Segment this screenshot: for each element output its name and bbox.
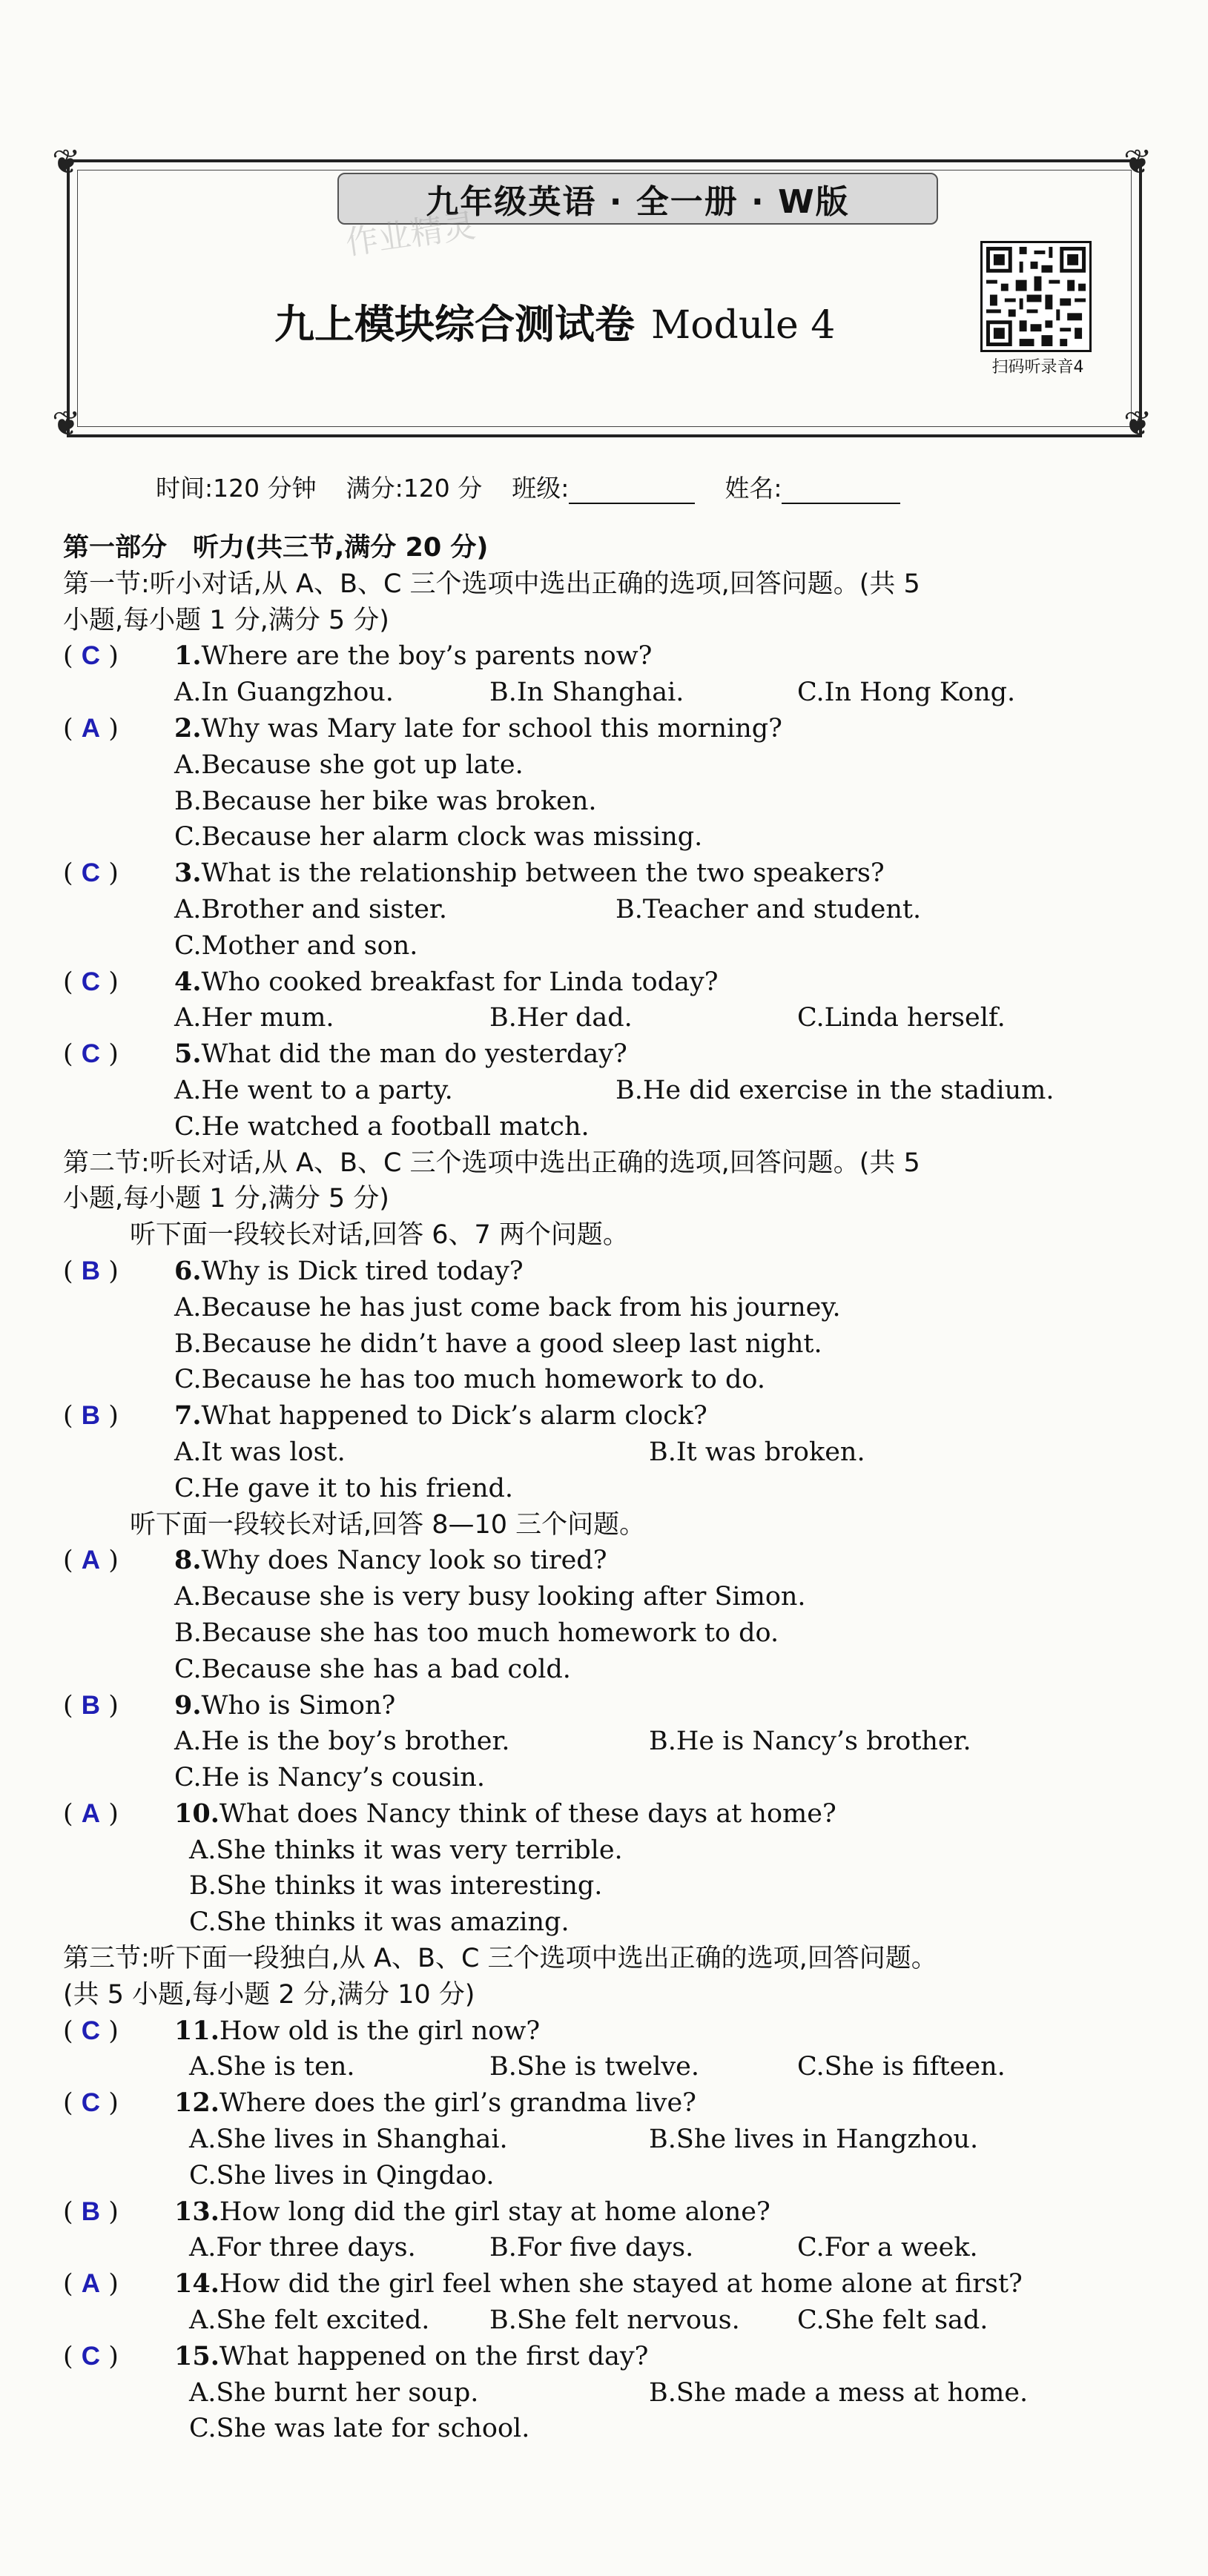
question-text: What is the relationship between the two speakers? (201, 858, 885, 889)
option-c: C.Because her alarm clock was missing. (174, 822, 703, 852)
question-row: ( B ) 7.What happened to Dick’s alarm clock? (63, 1400, 707, 1431)
options-row (63, 2375, 1161, 2411)
question-number: 4. (174, 966, 202, 997)
option-a: A.Because he has just come back from his journey. (174, 1292, 841, 1322)
title-module: Module 4 (651, 303, 836, 348)
question-row: ( C ) 12.Where does the girl’s grandma live? (63, 2087, 696, 2119)
question-number: 9. (174, 1689, 202, 1721)
answer-mark: C (81, 1039, 101, 1069)
title-chinese: 九上模块综合测试卷 (274, 301, 635, 348)
question-number: 15. (174, 2340, 220, 2371)
option-c: C.He gave it to his friend. (174, 1473, 514, 1503)
section-title: (共 5 小题,每小题 2 分,满分 10 分) (63, 1979, 475, 2010)
question-number: 13. (174, 2196, 220, 2227)
question-text: What did the man do yesterday? (201, 1039, 627, 1070)
class-blank[interactable] (569, 477, 695, 504)
answer-mark: A (81, 2269, 101, 2299)
option-c: C.For a week. (797, 2233, 978, 2263)
answer-mark: A (81, 1798, 101, 1828)
question-row: ( C ) 1.Where are the boy’s parents now? (63, 640, 653, 672)
option-c: C.Mother and son. (174, 930, 418, 961)
part-title: 第一部分 听力(共三节,满分 20 分) (63, 533, 489, 563)
question-number: 5. (174, 1039, 202, 1070)
question-text: Who is Simon? (201, 1690, 396, 1721)
page-title (274, 293, 835, 352)
option-b: B.It was broken. (649, 1437, 865, 1467)
section-title: 小题,每小题 1 分,满分 5 分) (63, 1184, 389, 1214)
option-b: B.Because she has too much homework to do. (174, 1618, 779, 1648)
question-row: ( A ) 2.Why was Mary late for school this morning? (63, 712, 782, 744)
option-b: B.In Shanghai. (489, 678, 684, 708)
option-b: B.She is twelve. (489, 2052, 700, 2082)
option-b: B.She lives in Hangzhou. (649, 2125, 979, 2155)
option-c: C.He watched a football match. (174, 1111, 590, 1142)
option-b: B.He is Nancy’s brother. (649, 1726, 971, 1757)
options-row (63, 2122, 1161, 2158)
question-row: ( C ) 15.What happened on the first day? (63, 2340, 649, 2371)
question-text: Why is Dick tired today? (201, 1256, 524, 1286)
option-c: C.In Hong Kong. (797, 678, 1016, 708)
question-row: ( A ) 10.What does Nancy think of these days at home? (63, 1798, 836, 1829)
exam-info-line (156, 467, 1083, 506)
section-title: 第三节:听下面一段独白,从 A、B、C 三个选项中选出正确的选项,回答问题。 (63, 1944, 937, 1974)
option-a: A.Brother and sister. (174, 894, 447, 924)
question-text: Why was Mary late for school this morning? (201, 713, 782, 744)
scroll-ornament-icon: ❦ (1123, 142, 1152, 182)
options-row (63, 1000, 1161, 1036)
question-number: 10. (174, 1798, 220, 1829)
options-row (63, 1724, 1161, 1760)
option-a: A.She burnt her soup. (189, 2377, 479, 2408)
option-b: B.She made a mess at home. (649, 2377, 1029, 2408)
answer-mark: B (81, 1401, 101, 1431)
answer-mark: C (81, 641, 101, 671)
option-a: A.Her mum. (174, 1003, 334, 1033)
question-text: Who cooked breakfast for Linda today? (201, 967, 719, 997)
options-row (63, 675, 1161, 711)
series-label: 九年级英语 · 全一册 · W版 (426, 183, 850, 221)
option-c: C.Because she has a bad cold. (174, 1654, 571, 1684)
question-number: 7. (174, 1400, 202, 1431)
name-blank[interactable] (782, 477, 900, 504)
section-title: 小题,每小题 1 分,满分 5 分) (63, 605, 389, 635)
options-row (63, 1434, 1161, 1471)
exam-content (63, 530, 1161, 2447)
option-c: C.Because he has too much homework to do. (174, 1365, 765, 1395)
question-row: ( A ) 8.Why does Nancy look so tired? (63, 1545, 607, 1576)
qr-caption: 扫码听录音4 (991, 358, 1084, 377)
option-b: B.She thinks it was interesting. (189, 1871, 603, 1901)
watermark: 作业精灵 (343, 206, 478, 262)
options-row (63, 2230, 1161, 2266)
option-b: B.She felt nervous. (489, 2305, 740, 2336)
scroll-ornament-icon: ❦ (52, 403, 81, 443)
question-number: 8. (174, 1545, 202, 1576)
section-title: 第二节:听长对话,从 A、B、C 三个选项中选出正确的选项,回答问题。(共 5 (63, 1148, 920, 1178)
dialogue-intro: 听下面一段较长对话,回答 8—10 三个问题。 (130, 1509, 646, 1540)
name-field[interactable] (725, 469, 900, 504)
question-number: 1. (174, 640, 202, 672)
question-row: ( B ) 13.How long did the girl stay at home alone? (63, 2196, 770, 2227)
question-number: 6. (174, 1255, 202, 1286)
answer-mark: C (81, 2016, 101, 2045)
option-a: A.He went to a party. (174, 1075, 453, 1105)
class-label: 班级: (512, 473, 570, 503)
question-row: ( B ) 9.Who is Simon? (63, 1689, 396, 1721)
answer-mark: A (81, 1546, 101, 1575)
option-a: A.She is ten. (189, 2052, 355, 2082)
answer-mark: C (81, 2088, 101, 2118)
question-text: What happened on the first day? (219, 2341, 649, 2371)
question-text: Where does the girl’s grandma live? (219, 2088, 696, 2119)
options-row (63, 1073, 1161, 1109)
option-b: B.He did exercise in the stadium. (615, 1075, 1054, 1105)
qr-code-icon[interactable] (980, 241, 1092, 352)
question-row: ( A ) 14.How did the girl feel when she stayed at home alone at first? (63, 2268, 1023, 2299)
option-a: A.Because she is very busy looking after Simon. (174, 1582, 806, 1612)
answer-mark: B (81, 1256, 101, 1285)
option-b: B.For five days. (489, 2233, 694, 2263)
answer-mark: A (81, 713, 101, 743)
options-row (63, 892, 1161, 928)
question-number: 2. (174, 712, 202, 744)
option-a: A.She thinks it was very terrible. (189, 1835, 623, 1865)
option-b: B.Teacher and student. (615, 894, 922, 924)
option-a: A.She felt excited. (189, 2305, 430, 2336)
answer-mark: B (81, 1690, 101, 1720)
option-a: A.Because she got up late. (174, 749, 524, 780)
question-text: What happened to Dick’s alarm clock? (201, 1401, 707, 1431)
question-number: 12. (174, 2087, 220, 2119)
option-b: B.Because her bike was broken. (174, 786, 597, 816)
question-number: 3. (174, 858, 202, 889)
question-text: Why does Nancy look so tired? (201, 1546, 607, 1576)
question-number: 14. (174, 2268, 220, 2299)
scroll-ornament-icon: ❦ (1123, 403, 1152, 443)
question-text: Where are the boy’s parents now? (201, 641, 653, 672)
answer-mark: C (81, 858, 101, 888)
section-title: 第一节:听小对话,从 A、B、C 三个选项中选出正确的选项,回答问题。(共 5 (63, 569, 920, 599)
answer-mark: B (81, 2196, 101, 2226)
question-text: How old is the girl now? (219, 2016, 541, 2046)
question-row: ( C ) 4.Who cooked breakfast for Linda today? (63, 966, 719, 997)
time-limit: 时间:120 分钟 (156, 473, 317, 503)
option-c: C.Linda herself. (797, 1003, 1006, 1033)
option-a: A.For three days. (189, 2233, 416, 2263)
question-text: How long did the girl stay at home alone? (219, 2196, 770, 2227)
answer-mark: C (81, 967, 101, 996)
option-b: B.Her dad. (489, 1003, 633, 1033)
options-row (63, 2302, 1161, 2339)
question-text: How did the girl feel when she stayed at home alone at first? (219, 2269, 1023, 2299)
option-c: C.She lives in Qingdao. (189, 2160, 495, 2191)
question-row: ( B ) 6.Why is Dick tired today? (63, 1255, 524, 1286)
option-a: A.He is the boy’s brother. (174, 1726, 510, 1757)
option-a: A.She lives in Shanghai. (189, 2125, 508, 2155)
option-c: C.She felt sad. (797, 2305, 988, 2336)
option-c: C.She thinks it was amazing. (189, 1907, 570, 1938)
option-a: A.In Guangzhou. (174, 678, 394, 708)
question-number: 11. (174, 2015, 220, 2046)
answer-mark: C (81, 2341, 101, 2371)
options-row (63, 2049, 1161, 2085)
question-row: ( C ) 3.What is the relationship between the two speakers? (63, 858, 885, 889)
option-a: A.It was lost. (174, 1437, 346, 1467)
option-c: C.She is fifteen. (797, 2052, 1006, 2082)
dialogue-intro: 听下面一段较长对话,回答 6、7 两个问题。 (130, 1220, 629, 1251)
question-text: What does Nancy think of these days at home? (219, 1798, 836, 1829)
option-c: C.He is Nancy’s cousin. (174, 1763, 485, 1793)
option-b: B.Because he didn’t have a good sleep last night. (174, 1328, 822, 1359)
option-c: C.She was late for school. (189, 2414, 530, 2444)
question-row: ( C ) 11.How old is the girl now? (63, 2015, 541, 2046)
question-row: ( C ) 5.What did the man do yesterday? (63, 1039, 627, 1070)
name-label: 姓名: (725, 473, 782, 503)
scroll-ornament-icon: ❦ (52, 142, 81, 182)
class-field[interactable] (512, 469, 695, 504)
full-score: 满分:120 分 (346, 473, 483, 503)
